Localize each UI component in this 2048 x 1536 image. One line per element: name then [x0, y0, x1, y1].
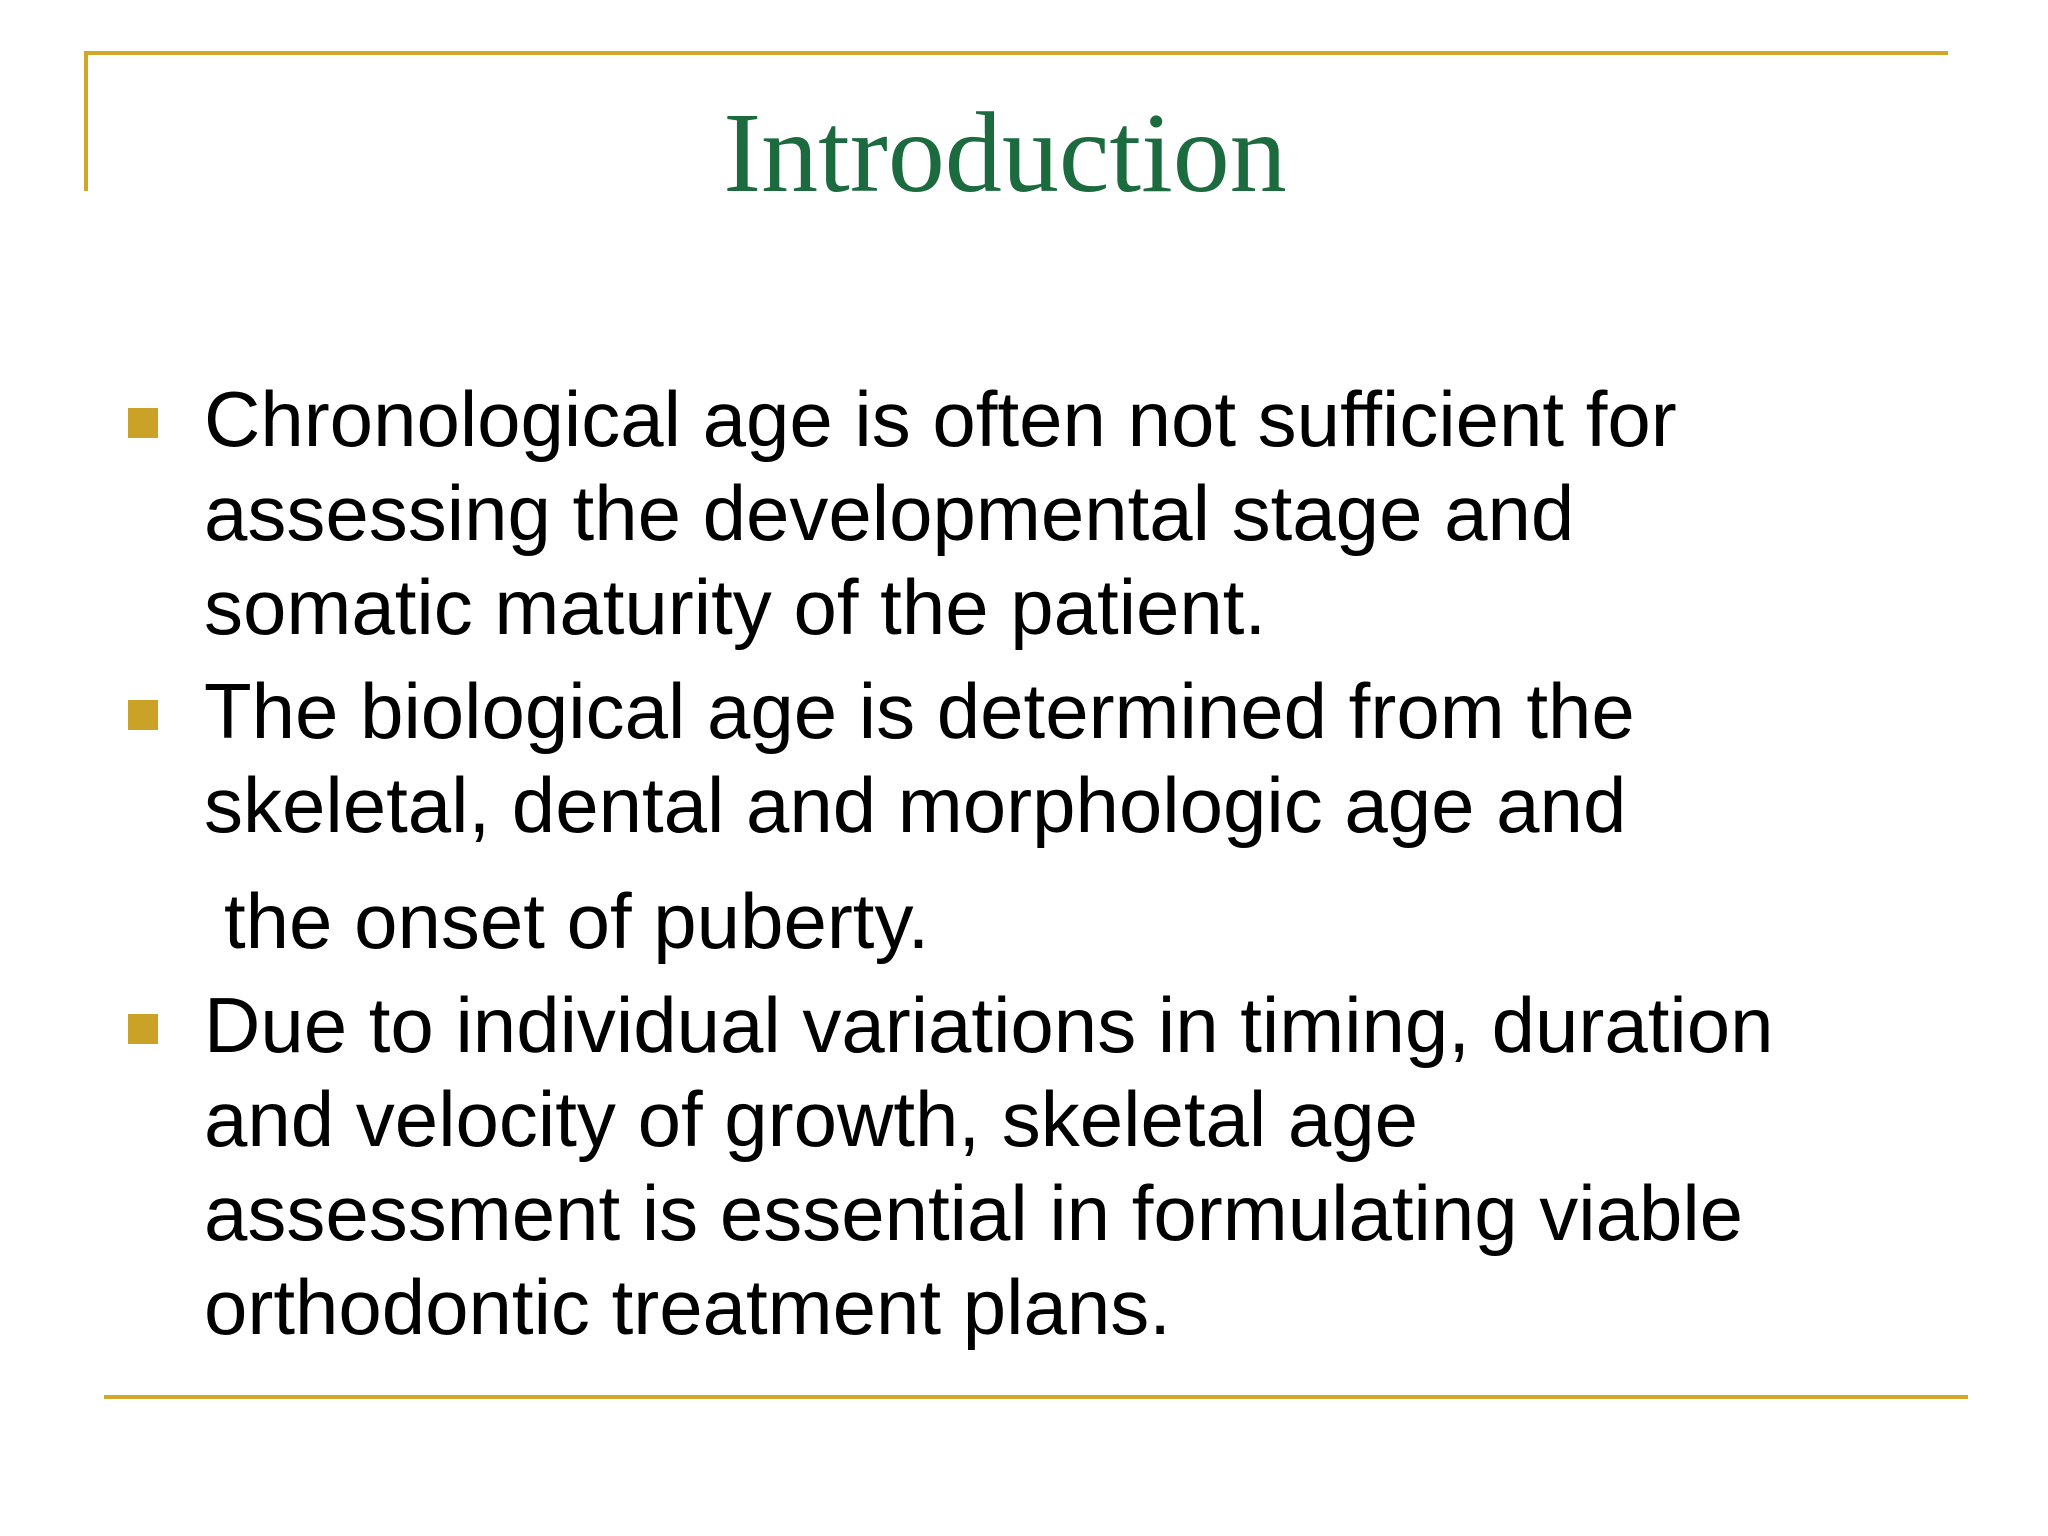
bullet-item [128, 664, 1968, 968]
square-bullet-icon [128, 1014, 158, 1044]
bullet-item [128, 978, 1968, 1354]
bullet-line: assessing the developmental stage and [204, 469, 1575, 557]
bullet-text [204, 372, 1968, 654]
bullet-line: The biological age is determined from the [204, 667, 1635, 755]
bullet-text [204, 978, 1968, 1354]
frame-bottom-line [104, 1395, 1968, 1399]
bullet-item [128, 372, 1968, 654]
bullet-line: Due to individual variations in timing, duration [204, 981, 1774, 1069]
bullet-text [204, 664, 1968, 968]
bullet-line: orthodontic treatment plans. [204, 1263, 1171, 1351]
square-bullet-icon [128, 700, 158, 730]
square-bullet-icon [128, 408, 158, 438]
bullet-line: the onset of puberty. [224, 877, 930, 965]
slide-title: Introduction [723, 89, 1287, 216]
bullet-line: assessment is essential in formulating viable [204, 1169, 1744, 1257]
frame-top-line [84, 51, 1948, 55]
bullet-list [128, 372, 1968, 1364]
bullet-line: Chronological age is often not sufficient for [204, 375, 1677, 463]
bullet-line: and velocity of growth, skeletal age [204, 1075, 1419, 1163]
bullet-line: somatic maturity of the patient. [204, 563, 1267, 651]
bullet-line: skeletal, dental and morphologic age and [204, 761, 1627, 849]
